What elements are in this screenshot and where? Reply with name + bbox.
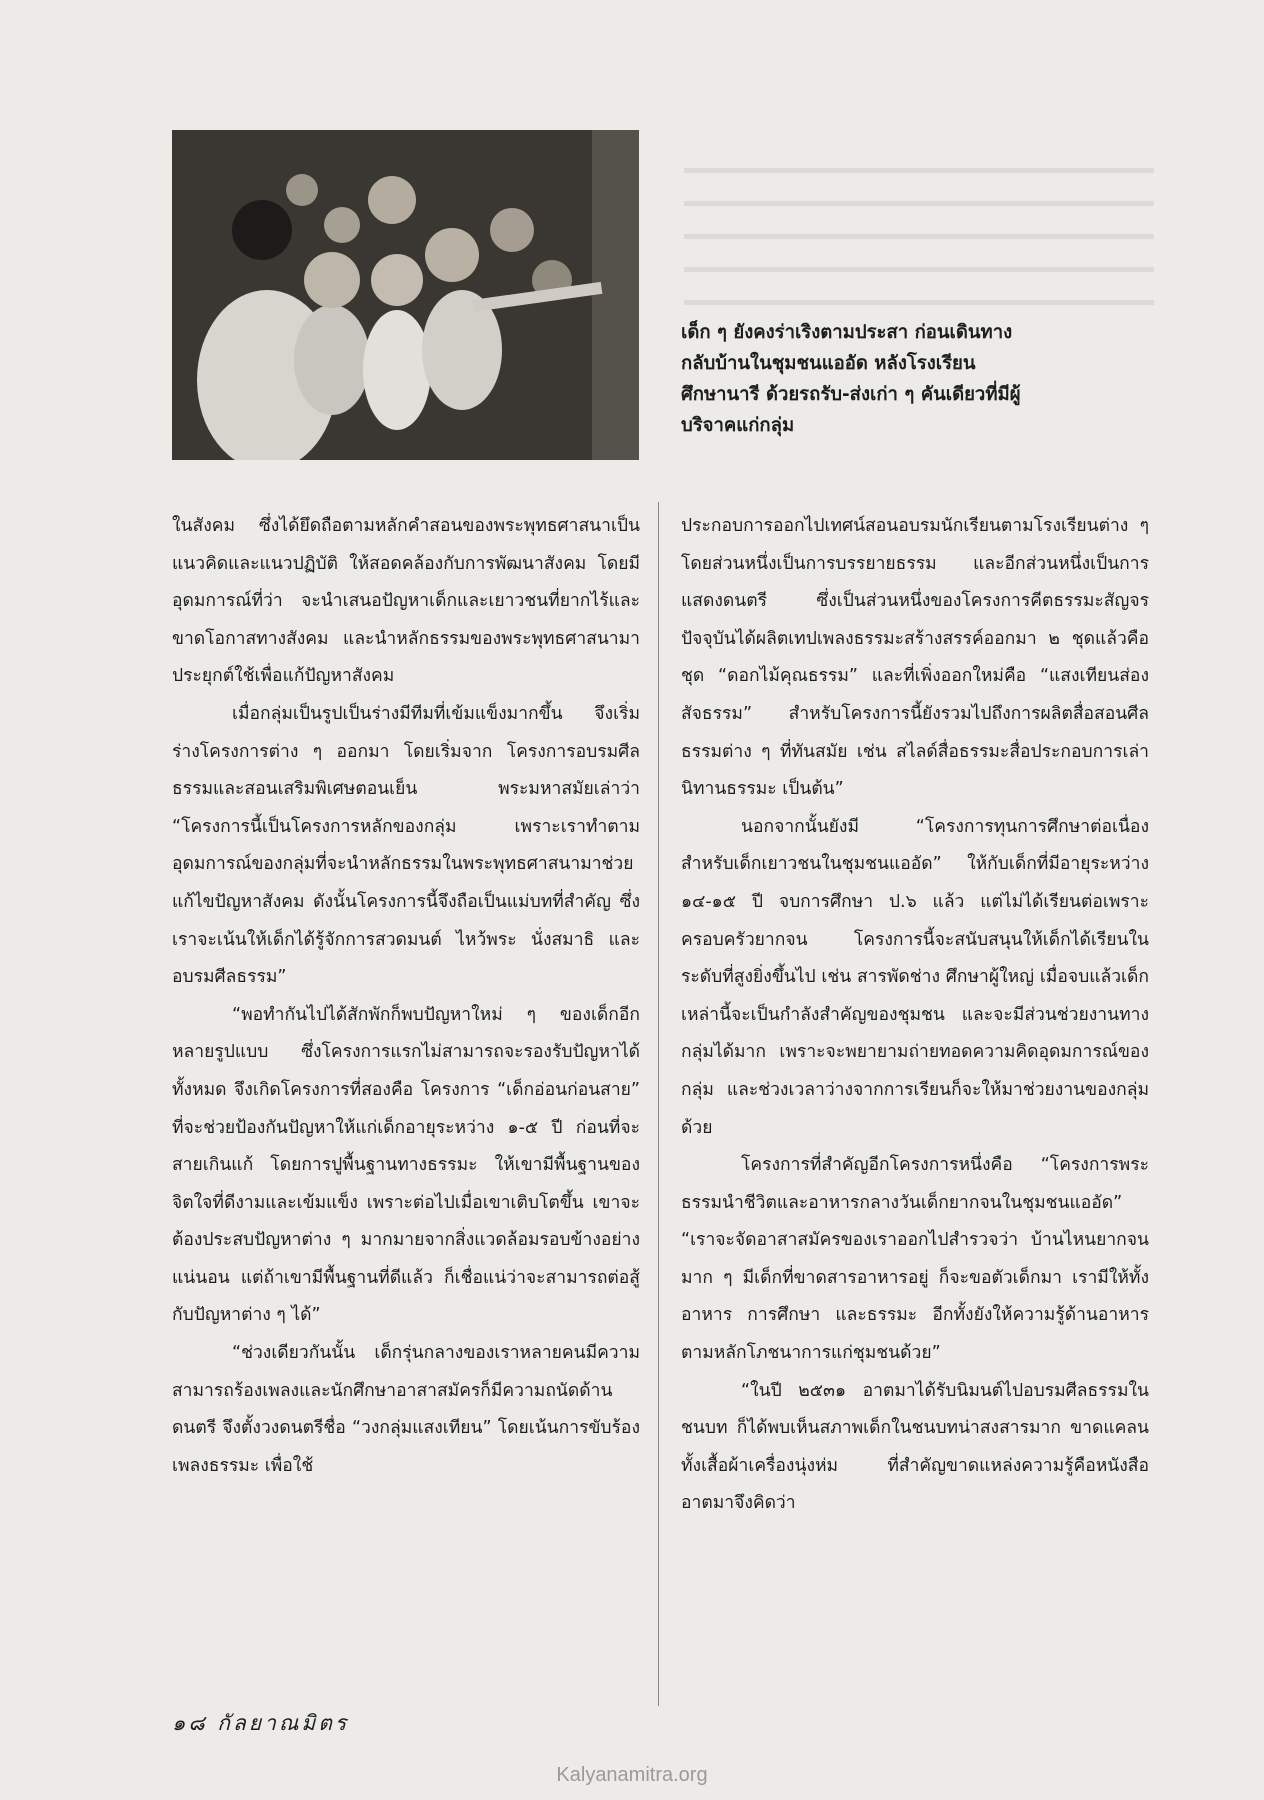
- paragraph: โครงการที่สำคัญอีกโครงการหนึ่งคือ “โครงการพระธรรมนำชีวิตและอาหารกลางวันเด็กยากจนในชุมชนแออัด” “เราจะจัดอาสาสมัครของเราออกไปสำรวจว่า บ้านไหนยากจนมาก ๆ มีเด็กที่ขาดสารอาหารอยู่ ก็จะขอตัวเด็กมา เรามีให้ทั้งอาหาร การศึกษา และธรรมะ อีกทั้งยังให้ความรู้ด้านอาหารตามหลักโภชนาการแก่ชุมชนด้วย”: [681, 1155, 1149, 1364]
- left-column: [172, 508, 640, 1485]
- watermark: Kalyanamitra.org: [556, 1764, 708, 1786]
- paragraph: เมื่อกลุ่มเป็นรูปเป็นร่างมีทีมที่เข้มแข็งมากขึ้น จึงเริ่มร่างโครงการต่าง ๆ ออกมา โดยเริ่มจาก โครงการอบรมศีลธรรมและสอนเสริมพิเศษตอนเย็น พระมหาสมัยเล่าว่า “โครงการนี้เป็นโครงการหลักของกลุ่ม เพราะเราทำตามอุดมการณ์ของกลุ่มที่จะนำหลักธรรมในพระพุทธศาสนามาช่วยแก้ไขปัญหาสังคม ดังนั้นโครงการนี้จึงถือเป็นแม่บทที่สำคัญ ซึ่งเราจะเน้นให้เด็กได้รู้จักการสวดมนต์ ไหว้พระ นั่งสมาธิ และอบรมศีลธรรม”: [172, 703, 640, 988]
- paragraph: นอกจากนั้นยังมี “โครงการทุนการศึกษาต่อเนื่องสำหรับเด็กเยาวชนในชุมชนแออัด” ให้กับเด็กที่มีอายุระหว่าง ๑๔-๑๕ ปี จบการศึกษา ป.๖ แล้ว แต่ไม่ได้เรียนต่อเพราะครอบครัวยากจน โครงการนี้จะสนับสนุนให้เด็กได้เรียนในระดับที่สูงยิ่งขึ้นไป เช่น สารพัดช่าง ศึกษาผู้ใหญ่ เมื่อจบแล้วเด็กเหล่านี้จะเป็นกำลังสำคัญของชุมชน และจะมีส่วนช่วยงานทางกลุ่มได้มาก เพราะจะพยายามถ่ายทอดความคิดอุดมการณ์ของกลุ่ม และช่วงเวลาว่างจากการเรียนก็จะให้มาช่วยงานของกลุ่มด้วย: [681, 816, 1149, 1138]
- photo-caption: เด็ก ๆ ยังคงร่าเริงตามประสา ก่อนเดินทางกลับบ้านในชุมชนแออัด หลังโรงเรียนศึกษานารี ด้วยรถรับ-ส่งเก่า ๆ คันเดียวที่มีผู้บริจาคแก่กลุ่ม: [681, 322, 1021, 436]
- children-photo-illustration: [172, 130, 639, 460]
- paragraph: “ช่วงเดียวกันนั้น เด็กรุ่นกลางของเราหลายคนมีความสามารถร้องเพลงและนักศึกษาอาสาสมัครก็มีความถนัดด้านดนตรี จึงตั้งวงดนตรีชื่อ “วงกลุ่มแสงเทียน” โดยเน้นการขับร้องเพลงธรรมะ เพื่อใช้: [172, 1343, 640, 1476]
- children-photo: [172, 130, 639, 460]
- show-through-text: [684, 140, 1154, 310]
- column-divider: [658, 502, 659, 1706]
- paragraph: “ในปี ๒๕๓๑ อาตมาได้รับนิมนต์ไปอบรมศีลธรรมในชนบท ก็ได้พบเห็นสภาพเด็กในชนบทน่าสงสารมาก ขาดแคลนทั้งเสื้อผ้าเครื่องนุ่งห่ม ที่สำคัญขาดแหล่งความรู้คือหนังสือ อาตมาจึงคิดว่า: [681, 1380, 1149, 1514]
- paragraph: “พอทำกันไปได้สักพักก็พบปัญหาใหม่ ๆ ของเด็กอีกหลายรูปแบบ ซึ่งโครงการแรกไม่สามารถจะรองรับปัญหาได้ทั้งหมด จึงเกิดโครงการที่สองคือ โครงการ “เด็กอ่อนก่อนสาย” ที่จะช่วยป้องกันปัญหาให้แก่เด็กอายุระหว่าง ๑-๕ ปี ก่อนที่จะสายเกินแก้ โดยการปูพื้นฐานทางธรรมะ ให้เขามีพื้นฐานของจิตใจที่ดีงามและเข้มแข็ง เพราะต่อไปเมื่อเขาเติบโตขึ้น เขาจะต้องประสบปัญหาต่าง ๆ มากมายจากสิ่งแวดล้อมรอบข้างอย่างแน่นอน แต่ถ้าเขามีพื้นฐานที่ดีแล้ว ก็เชื่อแน่ว่าจะสามารถต่อสู้กับปัญหาต่าง ๆ ได้”: [172, 1004, 640, 1326]
- paragraph: ในสังคม ซึ่งได้ยึดถือตามหลักคำสอนของพระพุทธศาสนาเป็นแนวคิดและแนวปฏิบัติ ให้สอดคล้องกับการพัฒนาสังคม โดยมีอุดมการณ์ที่ว่า จะนำเสนอปัญหาเด็กและเยาวชนที่ยากไร้และขาดโอกาสทางสังคม และนำหลักธรรมของพระพุทธศาสนามาประยุกต์ใช้เพื่อแก้ปัญหาสังคม: [172, 516, 640, 687]
- page-footer: ๑๘ กัลยาณมิตร: [172, 1711, 350, 1735]
- right-column: [681, 508, 1149, 1523]
- paragraph: ประกอบการออกไปเทศน์สอนอบรมนักเรียนตามโรงเรียนต่าง ๆ โดยส่วนหนึ่งเป็นการบรรยายธรรม และอีกส่วนหนึ่งเป็นการแสดงดนตรี ซึ่งเป็นส่วนหนึ่งของโครงการคีตธรรมะสัญจร ปัจจุบันได้ผลิตเทปเพลงธรรมะสร้างสรรค์ออกมา ๒ ชุดแล้วคือ ชุด “ดอกไม้คุณธรรม” และที่เพิ่งออกใหม่คือ “แสงเทียนส่องสัจธรรม” สำหรับโครงการนี้ยังรวมไปถึงการผลิตสื่อสอนศีลธรรมต่าง ๆ ที่ทันสมัย เช่น สไลด์สื่อธรรมะสื่อประกอบการเล่านิทานธรรมะ เป็นต้น”: [681, 516, 1149, 800]
